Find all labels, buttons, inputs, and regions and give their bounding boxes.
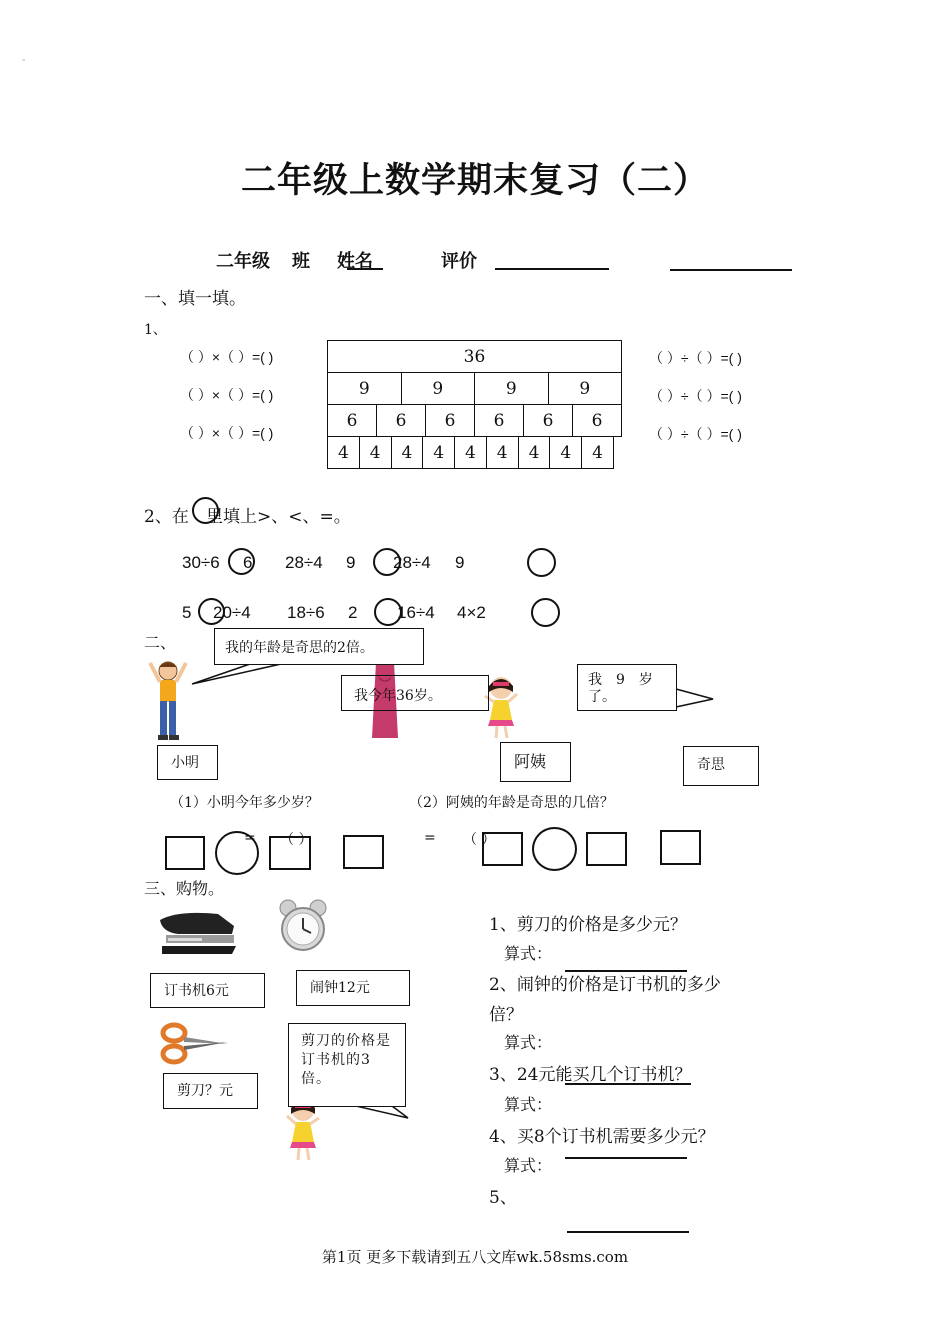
label-aunt <box>500 742 571 782</box>
bubble-scissors-text: 剪刀的价格是订书机的3倍。 <box>301 1033 391 1087</box>
cmp-4-left: 5 <box>182 603 192 622</box>
equals-sign-1: = <box>244 830 256 846</box>
cell-4: 4 <box>359 437 391 469</box>
cell-6: 6 <box>524 405 573 437</box>
label-qisi <box>683 746 759 786</box>
sec2-question-2: （2）阿姨的年龄是奇思的几倍？ <box>409 795 614 811</box>
cell-4: 4 <box>391 437 423 469</box>
scissors-illustration <box>160 1022 230 1064</box>
cell-6: 6 <box>573 405 622 437</box>
equals-sign-2: = <box>424 830 436 846</box>
answer-box-3[interactable] <box>343 835 384 869</box>
div-row-1[interactable]: （ ）÷（ ）=( ) <box>649 350 742 366</box>
bubble-scissors <box>288 1023 406 1107</box>
page-title: 二年级上数学期末复习（二） <box>240 161 709 201</box>
shop-q4-formula: 算式： <box>504 1156 553 1175</box>
shop-q1: 1、剪刀的价格是多少元？ <box>489 915 687 935</box>
label-stapler <box>150 973 265 1008</box>
mul-row-2[interactable]: （ ）×（ ）=( ) <box>180 387 274 403</box>
mul-row-3[interactable]: （ ）×（ ）=( ) <box>180 425 274 441</box>
cell-9: 9 <box>328 373 402 405</box>
cmp-5-left: 18÷6 <box>287 603 325 622</box>
cell-6: 6 <box>328 405 377 437</box>
shop-q2: 2、闹钟的价格是订书机的多少 <box>489 975 721 995</box>
shop-q1-formula: 算式： <box>504 944 553 963</box>
shop-q5: 5、 <box>489 1188 517 1208</box>
cell-9: 9 <box>475 373 549 405</box>
cell-4: 4 <box>328 437 360 469</box>
answer-box-5[interactable] <box>586 832 627 866</box>
grade-label: 二年级 <box>216 251 270 272</box>
page-footer: 第1页 更多下载请到五八文库wk.58sms.com <box>321 1248 629 1266</box>
label-aunt-text: 阿姨 <box>514 752 547 771</box>
shop-q4: 4、买8个订书机需要多少元？ <box>489 1127 715 1147</box>
answer-box-6[interactable] <box>660 830 701 865</box>
label-xiaoming-text: 小明 <box>171 755 199 771</box>
shop-q2-formula: 算式： <box>504 1033 553 1052</box>
stapler-illustration <box>158 908 238 958</box>
cell-36: 36 <box>328 341 622 373</box>
bubble-aunt-text: 我今年36岁。 <box>354 688 442 704</box>
section-1-title: 一、填一填。 <box>144 289 246 309</box>
cell-4: 4 <box>550 437 582 469</box>
cmp-1-left: 30÷6 <box>182 553 220 572</box>
alarm-clock-illustration <box>278 898 328 956</box>
bubble-aunt <box>341 675 489 711</box>
shop-q3-blank[interactable] <box>565 1083 691 1085</box>
cmp-3-right: 9 <box>455 553 465 572</box>
paren-blank-2[interactable]: （ ） <box>463 832 496 848</box>
shop-q3-formula: 算式： <box>504 1095 553 1114</box>
name-label: 姓名 <box>337 251 373 272</box>
cell-4: 4 <box>455 437 487 469</box>
label-clock <box>296 970 410 1006</box>
shop-q5-blank[interactable] <box>567 1231 689 1233</box>
div-row-3[interactable]: （ ）÷（ ）=( ) <box>649 426 742 442</box>
label-stapler-text: 订书机6元 <box>164 983 229 999</box>
cmp-5-right: 2 <box>348 603 358 622</box>
section-3-title: 三、购物。 <box>144 879 225 898</box>
cmp-6-left: 16÷4 <box>397 603 435 622</box>
q2-prompt-a: 2、在 <box>144 507 189 527</box>
cmp-1-right: 6 <box>243 553 253 572</box>
cell-6: 6 <box>426 405 475 437</box>
operator-circle-2[interactable] <box>532 827 577 871</box>
label-clock-text: 闹钟12元 <box>310 980 370 996</box>
cell-4: 4 <box>582 437 614 469</box>
bubble-mom <box>214 628 424 665</box>
shop-q3: 3、24元能买几个订书机？ <box>489 1065 692 1085</box>
mul-row-1[interactable]: （ ）×（ ）=( ) <box>180 349 274 365</box>
cmp-4-right: 20÷4 <box>213 603 251 622</box>
label-scissors <box>163 1073 258 1109</box>
cell-4: 4 <box>518 437 550 469</box>
bubble-girl-text: 我 9 岁了。 <box>588 672 653 705</box>
shop-q2-cont: 倍？ <box>489 1005 523 1025</box>
cell-9: 9 <box>548 373 622 405</box>
cmp-2-left: 28÷4 <box>285 553 323 572</box>
div-row-2[interactable]: （ ）÷（ ）=( ) <box>649 388 742 404</box>
paren-blank-1[interactable]: （ ） <box>280 832 313 848</box>
q2-prompt-b: 里填上>、<、=。 <box>206 507 351 527</box>
eval-label: 评价 <box>441 251 477 272</box>
section-2-title: 二、 <box>144 633 177 652</box>
label-xiaoming <box>157 745 218 780</box>
bubble-girl <box>577 664 677 711</box>
answer-box-4[interactable] <box>482 832 523 866</box>
answer-box-1[interactable] <box>165 836 205 870</box>
sec2-question-1: （1）小明今年多少岁？ <box>170 795 319 811</box>
label-scissors-text: 剪刀？元 <box>177 1083 233 1099</box>
q1-number: 1、 <box>144 322 167 338</box>
cmp-2-right: 9 <box>346 553 356 572</box>
cell-9: 9 <box>401 373 475 405</box>
label-qisi-text: 奇思 <box>697 757 725 773</box>
class-label: 班 <box>292 251 310 272</box>
cell-6: 6 <box>475 405 524 437</box>
cell-6: 6 <box>377 405 426 437</box>
cell-4: 4 <box>423 437 455 469</box>
cmp-3-left: 28÷4 <box>393 553 431 572</box>
shop-q4-blank[interactable] <box>565 1157 687 1159</box>
cell-4: 4 <box>486 437 518 469</box>
bubble-mom-text: 我的年龄是奇思的2倍。 <box>225 640 374 656</box>
corner-mark: - <box>22 55 26 66</box>
cmp-6-right: 4×2 <box>457 603 486 622</box>
